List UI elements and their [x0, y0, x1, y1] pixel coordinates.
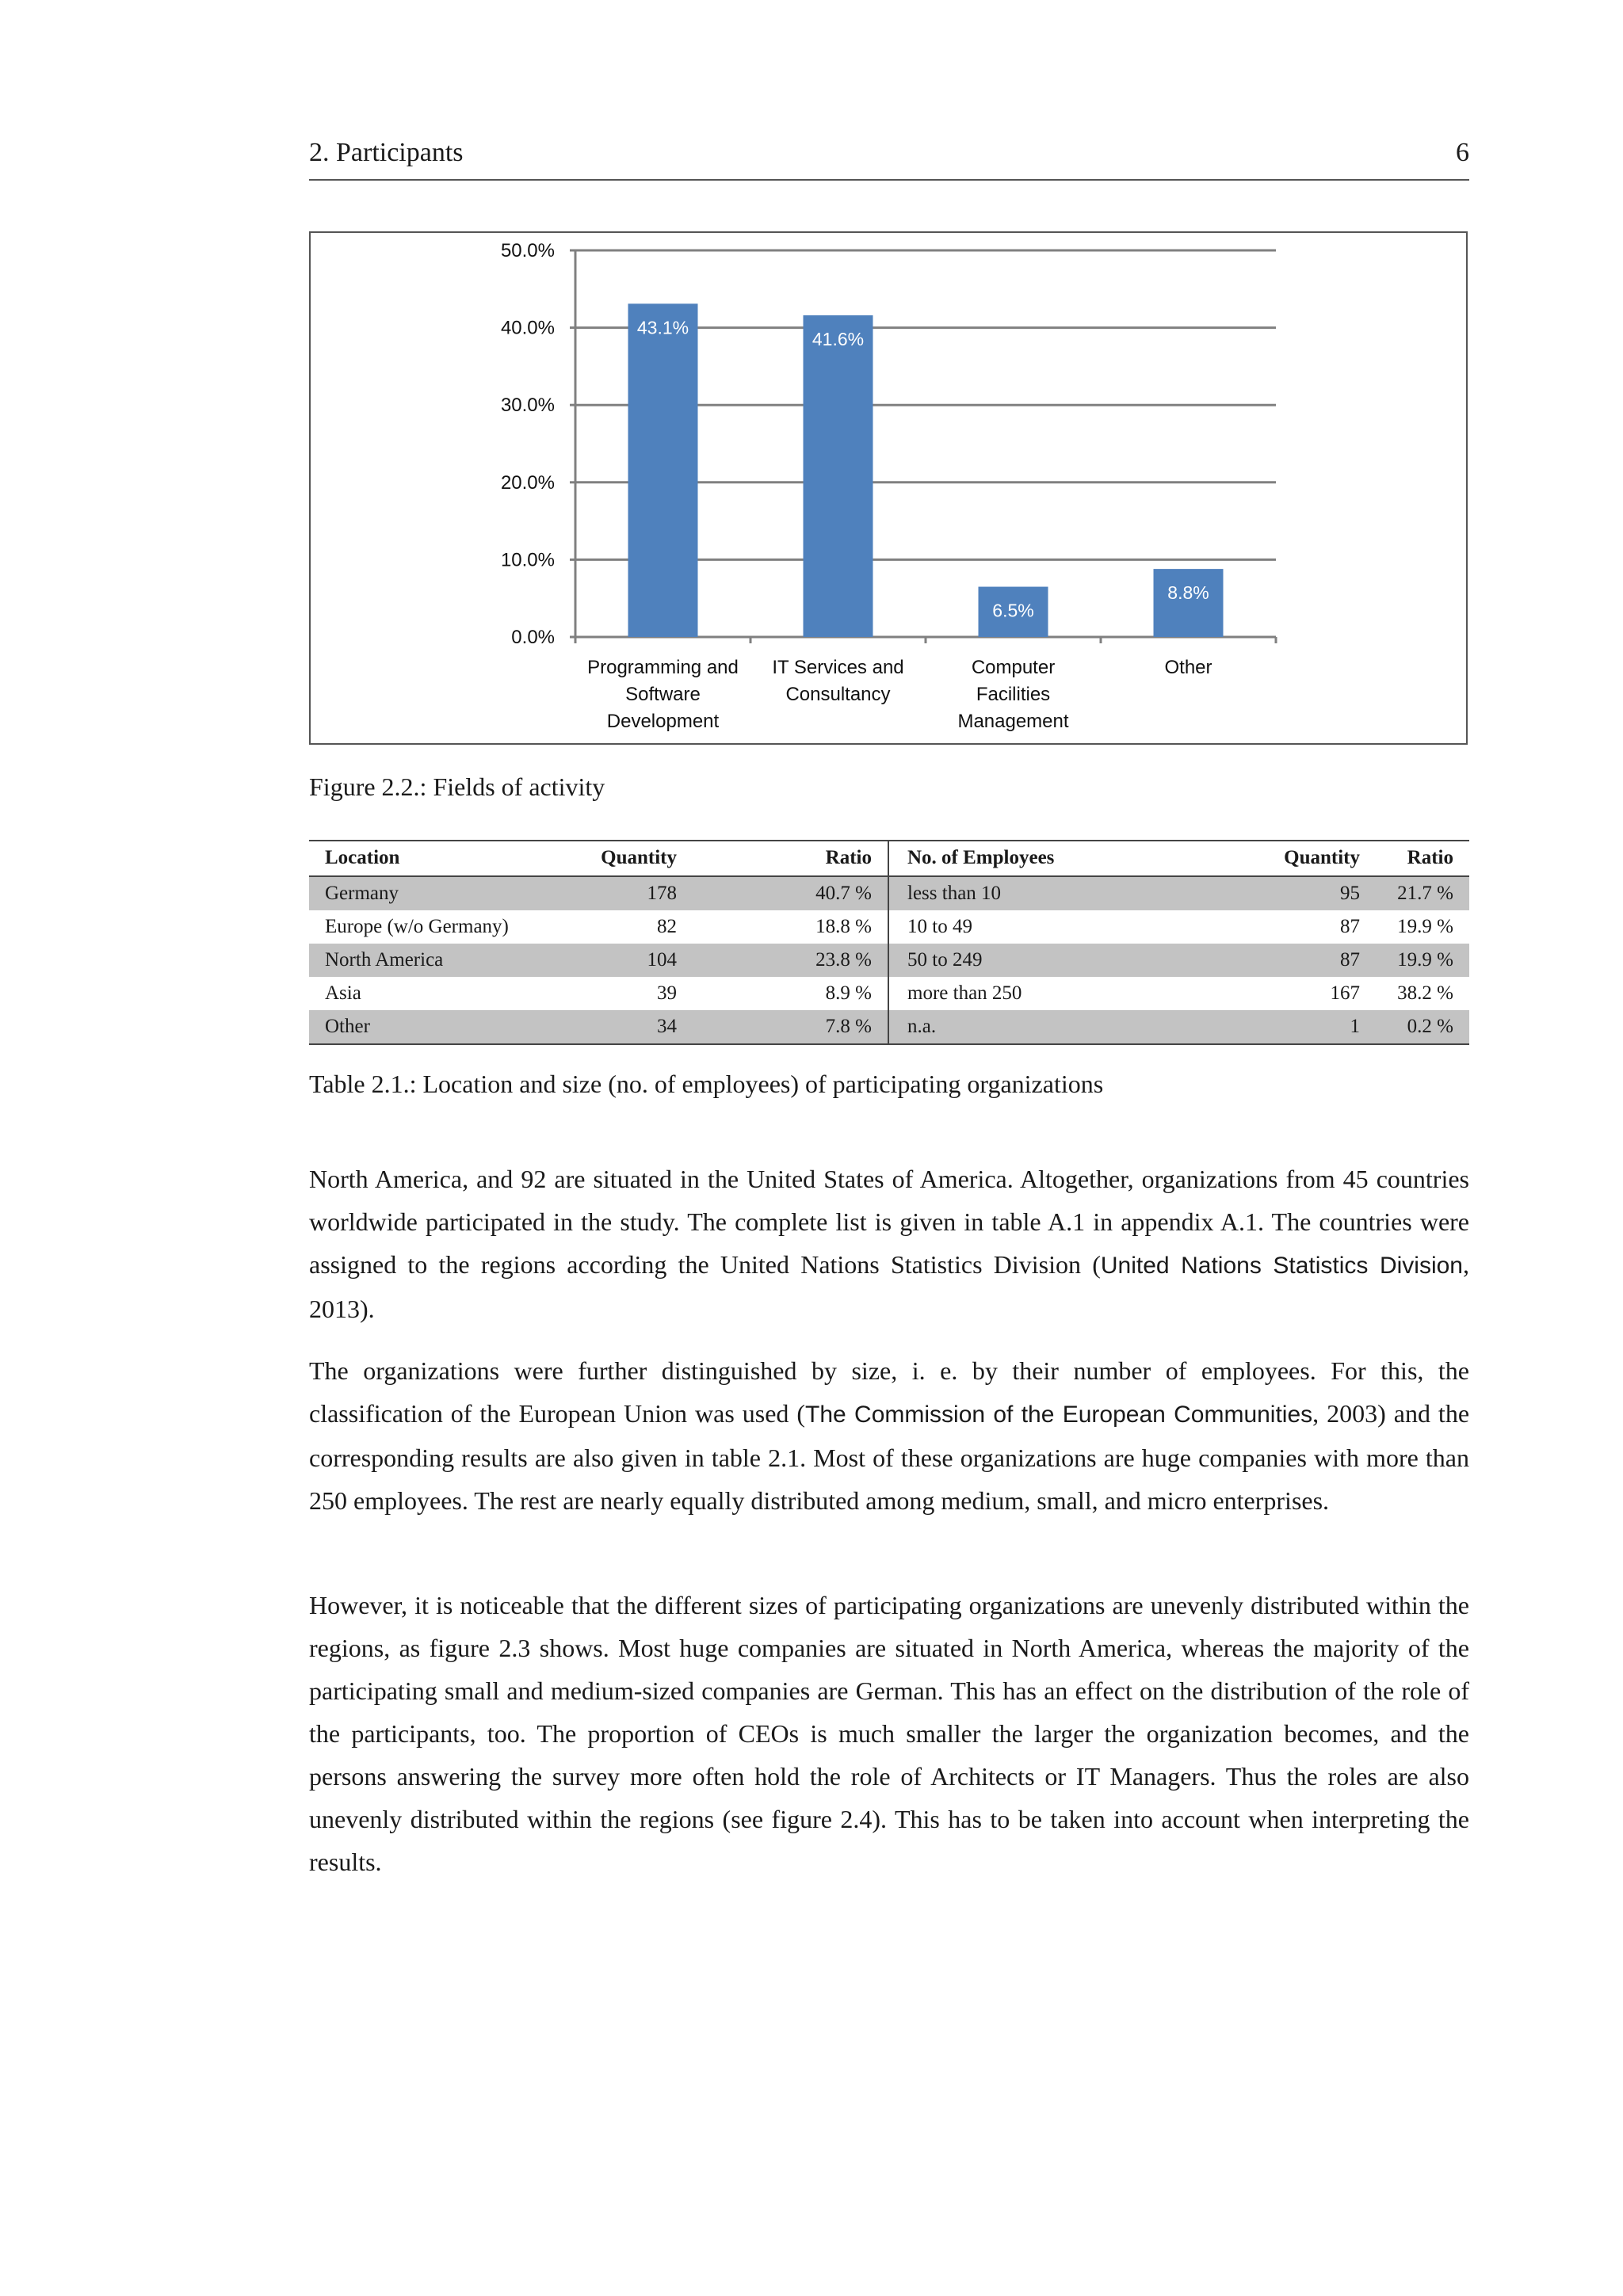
employees-quantity-cell: 87 [1340, 949, 1360, 971]
citation-link[interactable]: United Nations Statistics Division [1100, 1253, 1463, 1279]
column-divider [888, 841, 889, 875]
citation-link[interactable]: The Commission of the European Communities [805, 1402, 1313, 1428]
location-quantity-cell: 178 [647, 883, 677, 904]
data-label: 6.5% [992, 600, 1034, 621]
location-ratio-cell: 18.8 % [815, 916, 872, 937]
x-tick-label: Facilities [976, 684, 1051, 705]
location-cell: North America [325, 949, 444, 971]
column-divider [888, 1010, 889, 1043]
x-tick-label: IT Services and [772, 657, 904, 678]
y-tick-label: 20.0% [500, 471, 555, 494]
column-divider [888, 910, 889, 944]
chapter-title: 2. Participants [309, 138, 464, 167]
table-row [309, 944, 1469, 977]
employees-cell: less than 10 [907, 883, 1002, 904]
paragraph-text: However, it is noticeable that the different sizes of participating organizations are unevenly distributed within the regions, as figure 2.3 shows. Most huge companies are situated in North America, whereas the majority of the participating small and medium-sized companies are German. This has an effect on the distribution of the role of the participants, too. The proportion of CEOs is much smaller the larger the organization becomes, and the persons answering the survey more often hold the role of Architects or IT Managers. Thus the roles are also unevenly distributed within the regions (see figure 2.4). This has to be taken into account when interpreting the results. [309, 1591, 1469, 1876]
location-quantity-cell: 39 [657, 982, 677, 1004]
header-location: Location [325, 847, 400, 868]
table-row [309, 977, 1469, 1010]
location-ratio-cell: 23.8 % [815, 949, 872, 971]
column-divider [888, 944, 889, 977]
employees-cell: 10 to 49 [907, 916, 972, 937]
page-number: 6 [1456, 138, 1469, 167]
body-paragraph [309, 1158, 1469, 1330]
location-cell: Other [325, 1016, 370, 1037]
location-cell: Germany [325, 883, 399, 904]
location-cell: Europe (w/o Germany) [325, 916, 509, 937]
location-ratio-cell: 8.9 % [825, 982, 872, 1004]
employees-ratio-cell: 38.2 % [1397, 982, 1453, 1004]
location-quantity-cell: 82 [657, 916, 677, 937]
location-quantity-cell: 34 [657, 1016, 677, 1037]
figure-frame [309, 231, 1468, 745]
location-ratio-cell: 7.8 % [825, 1016, 872, 1037]
y-tick-label: 10.0% [500, 549, 555, 571]
employees-quantity-cell: 87 [1340, 916, 1360, 937]
employees-ratio-cell: 0.2 % [1407, 1016, 1453, 1037]
employees-cell: more than 250 [907, 982, 1022, 1004]
data-label: 43.1% [636, 317, 689, 338]
paragraph-text: The organizations were further distinguished by size, i. e. by their number of employees. For this, the classification of the European Union was used ( [309, 1356, 1469, 1428]
paragraph-text: , 2013). [309, 1250, 1469, 1323]
table-caption: Table 2.1.: Location and size (no. of employees) of participating organizations [309, 1070, 1104, 1098]
x-tick-label: Management [957, 711, 1069, 732]
bar [628, 303, 698, 637]
employees-ratio-cell: 21.7 % [1397, 883, 1453, 904]
header-ratio-location: Ratio [825, 847, 872, 868]
header-quantity-location: Quantity [601, 847, 677, 868]
x-tick-label: Consultancy [785, 684, 891, 705]
x-tick-label: Software [625, 684, 701, 705]
body-paragraph [309, 1584, 1469, 1883]
x-tick-label: Programming and [587, 657, 739, 678]
header-employees: No. of Employees [907, 847, 1055, 868]
header-ratio-employees: Ratio [1407, 847, 1453, 868]
employees-cell: n.a. [907, 1016, 937, 1037]
y-tick-label: 30.0% [500, 395, 555, 417]
header-quantity-employees: Quantity [1284, 847, 1360, 868]
location-cell: Asia [325, 982, 361, 1004]
data-label: 8.8% [1167, 582, 1209, 604]
bar-chart [311, 233, 1466, 743]
body-paragraph [309, 1349, 1469, 1522]
table-row [309, 1010, 1469, 1043]
data-label: 41.6% [812, 328, 865, 349]
location-quantity-cell: 104 [647, 949, 677, 971]
running-header [309, 135, 1469, 181]
table-row [309, 877, 1469, 910]
employees-quantity-cell: 95 [1340, 883, 1360, 904]
table-header-row [309, 841, 1469, 877]
x-tick-label: Other [1164, 657, 1212, 678]
employees-cell: 50 to 249 [907, 949, 983, 971]
x-tick-label: Computer [971, 657, 1056, 678]
figure-caption: Figure 2.2.: Fields of activity [309, 772, 605, 801]
column-divider [888, 877, 889, 910]
paragraph-text: North America, and 92 are situated in the United States of America. Altogether, organizations from 45 countries worldwide participated in the study. The complete list is given in table A.1 in appendix A.1. The countries were assigned to the regions according the United Nations Statistics Division ( [309, 1165, 1469, 1279]
table-row [309, 910, 1469, 944]
column-divider [888, 977, 889, 1010]
employees-quantity-cell: 1 [1350, 1016, 1360, 1037]
y-tick-label: 0.0% [511, 627, 555, 648]
data-table [309, 840, 1469, 1045]
employees-quantity-cell: 167 [1330, 982, 1360, 1004]
location-ratio-cell: 40.7 % [815, 883, 872, 904]
bar [804, 315, 873, 637]
paragraph-text: , 2003) and the corresponding results are also given in table 2.1. Most of these organizations are huge companies with more than 250 employees. The rest are nearly equally distributed among medium, small, and micro enterprises. [309, 1399, 1470, 1515]
y-tick-label: 40.0% [500, 317, 555, 339]
employees-ratio-cell: 19.9 % [1397, 916, 1453, 937]
x-tick-label: Development [606, 711, 720, 732]
employees-ratio-cell: 19.9 % [1397, 949, 1453, 971]
y-tick-label: 50.0% [500, 240, 555, 261]
